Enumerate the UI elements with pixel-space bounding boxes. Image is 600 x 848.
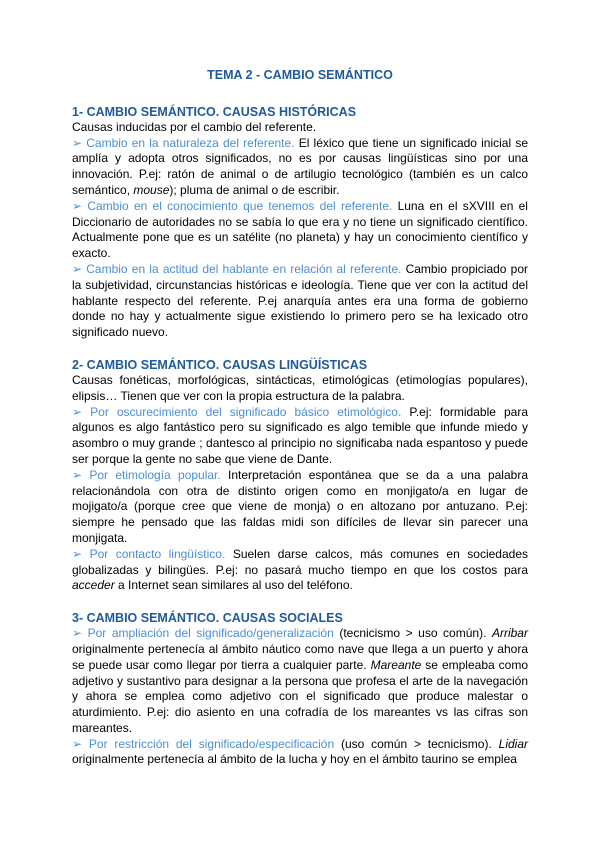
- list-item: [72, 405, 528, 468]
- arrow-bullet-icon: ➢: [72, 404, 83, 419]
- arrow-bullet-icon: ➢: [72, 626, 83, 641]
- arrow-bullet-icon: ➢: [72, 261, 83, 276]
- item-emphasis: Lidiar: [498, 736, 528, 751]
- section-title: 2- CAMBIO SEMÁNTICO. CAUSAS LINGÜÍSTICAS: [72, 357, 368, 372]
- item-text: se empleaba como adjetivo y sustantivo para designar a la persona que profesa el arte de la navegación y ahora se emplea como adjetivo con el significado que produce malestar o aturdimiento. P.ej: dio asiento en una cofradía de los mareantes vs las cifras son mareantes.: [72, 657, 528, 735]
- item-heading: Por contacto lingüístico.: [89, 546, 226, 561]
- item-heading: Cambio en el conocimiento que tenemos del referente.: [87, 198, 393, 213]
- item-emphasis: Arribar: [491, 626, 528, 641]
- item-heading: Por ampliación del significado/generalización: [87, 626, 334, 641]
- section-sociales: [72, 610, 528, 768]
- list-item: [72, 136, 528, 199]
- item-text: Interpretación espontánea que se da a una palabra relacionándola con otra de distinto origen como en monjigato/a en lugar de mojigato/a (porque cree que viene de monja) o en altozano por antuzano. P.ej: siempre he pensado que las faldas midi son difíciles de llevar sin parecer una monjigata.: [72, 467, 528, 545]
- item-heading: Por etimología popular.: [89, 467, 221, 482]
- list-item: [72, 262, 528, 341]
- list-item: [72, 547, 528, 594]
- arrow-bullet-icon: ➢: [72, 135, 83, 150]
- item-text: P.ej: formidable para algunos es algo fantástico pero su significado es algo temible que infunde miedo y asombro o muy grande ; dantesco al principio no significaba nada espantoso y puede ser porque la gente no sabe que viene de Dante.: [72, 404, 529, 466]
- item-text: (tecnicismo > uso común).: [333, 626, 492, 641]
- section-intro: Causas fonéticas, morfológicas, sintácticas, etimológicas (etimologías populares), elipsis… Tienen que ver con la propia estructura de la palabra.: [72, 372, 528, 403]
- section-title: 1- CAMBIO SEMÁNTICO. CAUSAS HISTÓRICAS: [72, 104, 357, 119]
- section-linguisticas: [72, 357, 528, 594]
- item-emphasis: mouse: [133, 182, 170, 197]
- list-item: [72, 626, 528, 737]
- section-historicas: [72, 104, 528, 341]
- arrow-bullet-icon: ➢: [72, 736, 83, 751]
- item-text: originalmente pertenecía al ámbito de la lucha y hoy en el ámbito taurino se emplea: [72, 752, 517, 767]
- list-item: [72, 468, 528, 547]
- item-heading: Por restricción del significado/especificación: [88, 736, 335, 751]
- item-text: Suelen darse calcos, más comunes en sociedades globalizadas y bilingües. P.ej: no pasará mucho tiempo en que los costos para: [72, 546, 528, 577]
- list-item: [72, 199, 528, 262]
- item-text: (uso común > tecnicismo).: [334, 736, 499, 751]
- item-emphasis: acceder: [72, 578, 115, 593]
- arrow-bullet-icon: ➢: [72, 546, 83, 561]
- item-heading: Por oscurecimiento del significado básico etimológico.: [90, 404, 402, 419]
- item-emphasis: Mareante: [370, 657, 422, 672]
- document-title: TEMA 2 - CAMBIO SEMÁNTICO: [207, 68, 393, 82]
- item-text: Cambio propiciado por la subjetividad, circunstancias históricas e ideología. Tiene que ver con la actitud del hablante respecto del referente. P.ej anarquía antes era una forma de gobierno donde no hay y actualmente sigue existiendo lo primero pero se ha lexicado otro significado nuevo.: [72, 261, 528, 340]
- arrow-bullet-icon: ➢: [72, 198, 83, 213]
- item-text: El léxico que tiene un significado inicial se amplía y adopta otros significados, no es por causas lingüísticas sino por una innovación. P.ej: ratón de animal o de artilugio tecnológico (también es un calco semántico,: [72, 135, 528, 197]
- item-heading: Cambio en la actitud del hablante en relación al referente.: [86, 261, 402, 276]
- item-text: a Internet sean similares al uso del teléfono.: [114, 578, 353, 593]
- arrow-bullet-icon: ➢: [72, 467, 83, 482]
- section-intro: Causas inducidas por el cambio del referente.: [72, 119, 317, 134]
- item-text: ); pluma de animal o de escribir.: [169, 182, 340, 197]
- item-heading: Cambio en la naturaleza del referente.: [86, 135, 295, 150]
- list-item: [72, 737, 528, 769]
- section-title: 3- CAMBIO SEMÁNTICO. CAUSAS SOCIALES: [72, 611, 343, 626]
- item-text: originalmente pertenecía al ámbito náutico como nave que llega a un puerto y ahora se puede usar como llegar por tierra a cualquier parte.: [72, 641, 528, 672]
- item-text: Luna en el sXVIII en el Diccionario de autoridades no se sabía lo que era y no tiene un significado científico. Actualmente pone que es un satélite (no planeta) y hay un conocimiento científico y exacto.: [72, 198, 528, 261]
